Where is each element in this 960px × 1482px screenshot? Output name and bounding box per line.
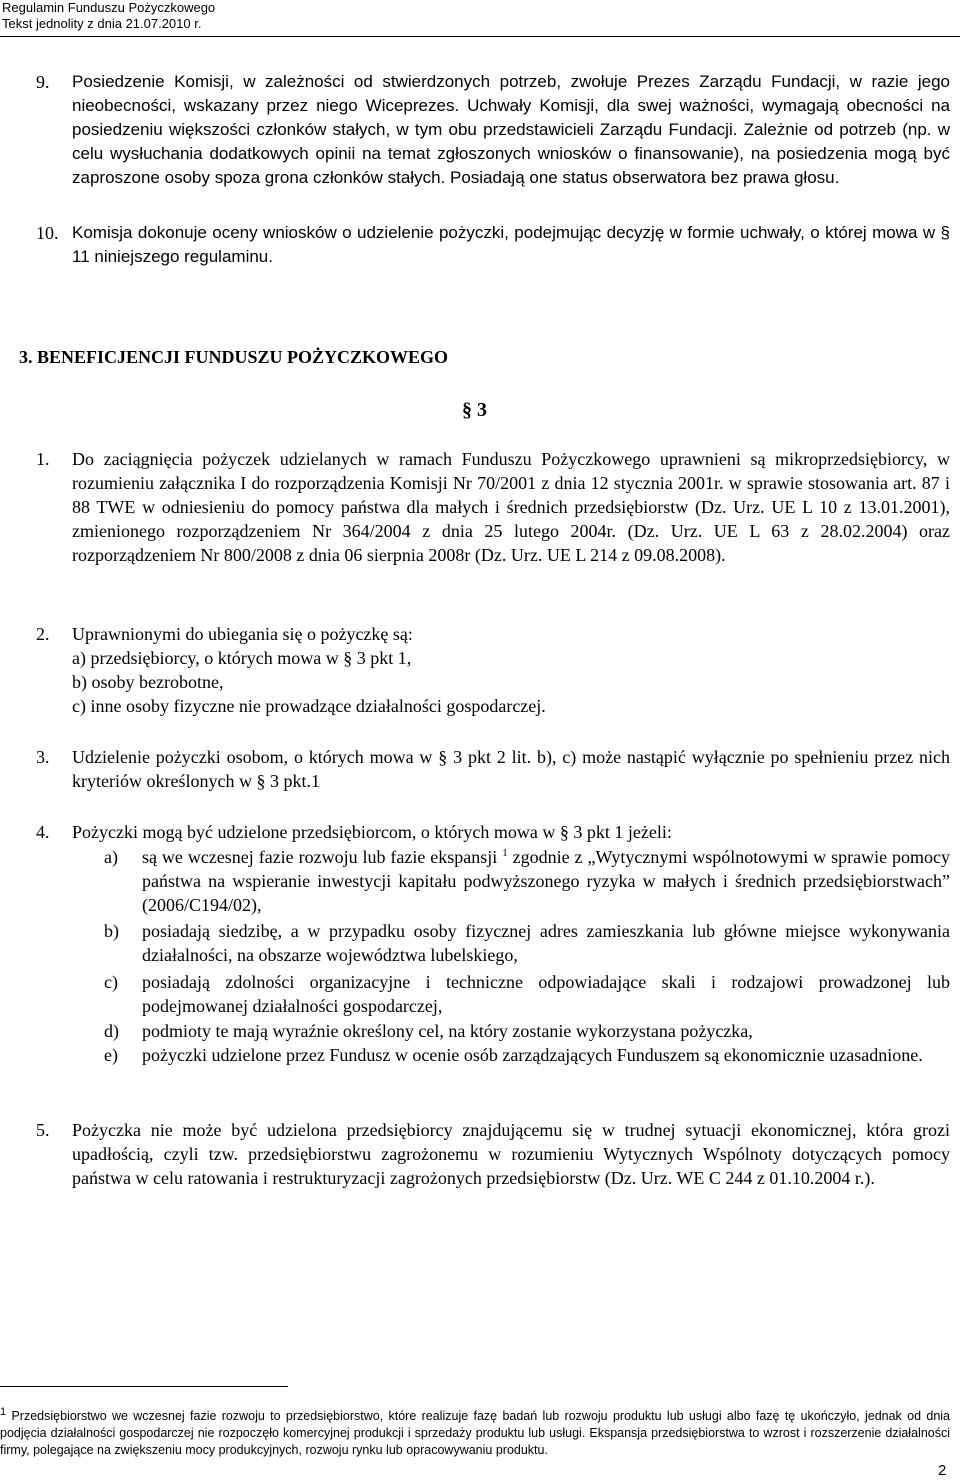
paragraph-9-number: 9. <box>36 72 50 92</box>
footnote-reference[interactable]: 1 <box>502 847 508 859</box>
item-2-number: 2. <box>36 624 50 644</box>
item-1-text: Do zaciągnięcia pożyczek udzielanych w ramach Funduszu Pożyczkowego uprawnieni są mikroprzedsiębiorcy, w rozumieniu załącznika I do rozporządzenia Komisji Nr 70/2001 z dnia 12 stycznia 2001r. w sprawie stosowania art. 87 i 88 TWE w odniesieniu do pomocy państwa dla małych i średnich przedsiębiorstw (Dz. Urz. UE L 10 z 13.01.2001), zmienionego rozporządzeniem Nr 364/2004 z dnia 25 lutego 2004r. (Dz. Urz. UE L 63 z 28.02.2004) oraz rozporządzeniem Nr 800/2008 z dnia 06 sierpnia 2008r (Dz. Urz. UE L 214 z 09.08.2008). <box>72 449 950 565</box>
document-header-subtitle: Tekst jednolity z dnia 21.07.2010 r. <box>2 16 202 31</box>
item-4-option-d <box>104 1019 950 1043</box>
header-divider <box>0 36 960 37</box>
footnote-divider <box>0 1386 288 1387</box>
footnote <box>0 1405 951 1459</box>
item-4-option-b-text: posiadają siedzibę, a w przypadku osoby fizycznej adres zamieszkania lub główne miejsce wykonywania działalności, na obszarze województwa lubelskiego, <box>142 921 950 965</box>
item-2-option-b: b) osoby bezrobotne, <box>72 672 224 692</box>
footnote-text: Przedsiębiorstwo we wczesnej fazie rozwoju to przedsiębiorstwo, które realizuje fazę badań lub rozwoju produktu lub usługi albo fazę tę ukończyło, jednak od dnia podjęcia działalności gospodarczej nie rozpoczęło komercyjnej produkcji i sprzedaży produktu lub usługi. Ekspansja przedsiębiorstwa to wzrost i rozszerzenie działalności firmy, polegające na zwiększeniu mocy produkcyjnych, rozwoju rynku lub opracowywaniu produktu. <box>0 1409 951 1457</box>
item-3-text: Udzielenie pożyczki osobom, o których mowa w § 3 pkt 2 lit. b), c) może nastąpić wyłącznie po spełnieniu przez nich kryteriów określonych w § 3 pkt.1 <box>72 747 950 791</box>
item-4-option-d-label: d) <box>104 1021 119 1041</box>
item-4-option-d-text: podmioty te mają wyraźnie określony cel, na który zostanie wykorzystana pożyczka, <box>142 1021 753 1041</box>
section-heading: 3. BENEFICJENCJI FUNDUSZU POŻYCZKOWEGO <box>19 347 449 367</box>
item-4-option-a-text-start: są we wczesnej fazie rozwoju lub fazie ekspansji <box>142 847 498 867</box>
item-4-option-c-text: posiadają zdolności organizacyjne i techniczne odpowiadające skali i rodzajowi prowadzonej lub podejmowanej działalności gospodarczej, <box>142 972 950 1016</box>
item-4-option-c <box>104 970 950 1018</box>
item-4-text: Pożyczki mogą być udzielone przedsiębiorcom, o których mowa w § 3 pkt 1 jeżeli: <box>72 822 672 842</box>
item-4-option-e <box>104 1043 950 1067</box>
item-2-option-a: a) przedsiębiorcy, o których mowa w § 3 pkt 1, <box>72 648 412 668</box>
paragraph-10-text: Komisja dokonuje oceny wniosków o udzielenie pożyczki, podejmując decyzję w formie uchwały, o której mowa w § 11 niniejszego regulaminu. <box>72 223 950 266</box>
item-2-option-c: c) inne osoby fizyczne nie prowadzące działalności gospodarczej. <box>72 696 546 716</box>
item-1-number: 1. <box>36 449 50 469</box>
section-number: § 3 <box>462 399 487 421</box>
item-4-number: 4. <box>36 822 50 842</box>
paragraph-9-text: Posiedzenie Komisji, w zależności od stwierdzonych potrzeb, zwołuje Prezes Zarządu Fundacji, w razie jego nieobecności, wskazany przez niego Wiceprezes. Uchwały Komisji, dla swej ważności, wymagają obecności na posiedzeniu większości członków stałych, w tym obu przedstawicieli Zarządu Fundacji. Zależnie od potrzeb (np. w celu wysłuchania dodatkowych opinii na temat zgłoszonych wniosków o finansowanie), na posiedzenia mogą być zaproszone osoby spoza grona członków stałych. Posiadają one status obserwatora bez prawa głosu. <box>72 72 950 187</box>
item-4-option-a <box>104 845 950 917</box>
item-4-option-c-label: c) <box>104 972 118 992</box>
document-header-title: Regulamin Funduszu Pożyczkowego <box>2 0 216 15</box>
item-5-text: Pożyczka nie może być udzielona przedsiębiorcy znajdującemu się w trudnej sytuacji ekonomicznej, która grozi upadłością, czyli tzw. przedsiębiorstwu zagrożonemu w rozumieniu Wytycznych Wspólnoty dotyczących pomocy państwa w celu ratowania i restrukturyzacji zagrożonych przedsiębiorstw (Dz. Urz. WE C 244 z 01.10.2004 r.). <box>72 1120 950 1188</box>
item-3-number: 3. <box>36 747 50 767</box>
paragraph-10-number: 10. <box>36 223 59 243</box>
item-4-option-b-label: b) <box>104 921 119 941</box>
item-5-number: 5. <box>36 1120 50 1140</box>
item-4-option-e-text: pożyczki udzielone przez Fundusz w ocenie osób zarządzających Funduszem są ekonomicznie uzasadnione. <box>142 1045 923 1065</box>
item-2-text: Uprawnionymi do ubiegania się o pożyczkę są: <box>72 624 413 644</box>
footnote-mark: 1 <box>0 1405 7 1418</box>
item-4-option-a-text-end: zgodnie z „Wytycznymi wspólnotowymi w sprawie pomocy państwa na wspieranie inwestycji kapitału podwyższonego ryzyka w małych i średnich przedsiębiorstwach” (2006/C194/02), <box>142 847 950 915</box>
item-4-option-a-label: a) <box>104 847 118 867</box>
item-4-option-b <box>104 919 950 967</box>
item-4-option-e-label: e) <box>104 1045 118 1065</box>
page-number: 2 <box>938 1462 947 1479</box>
